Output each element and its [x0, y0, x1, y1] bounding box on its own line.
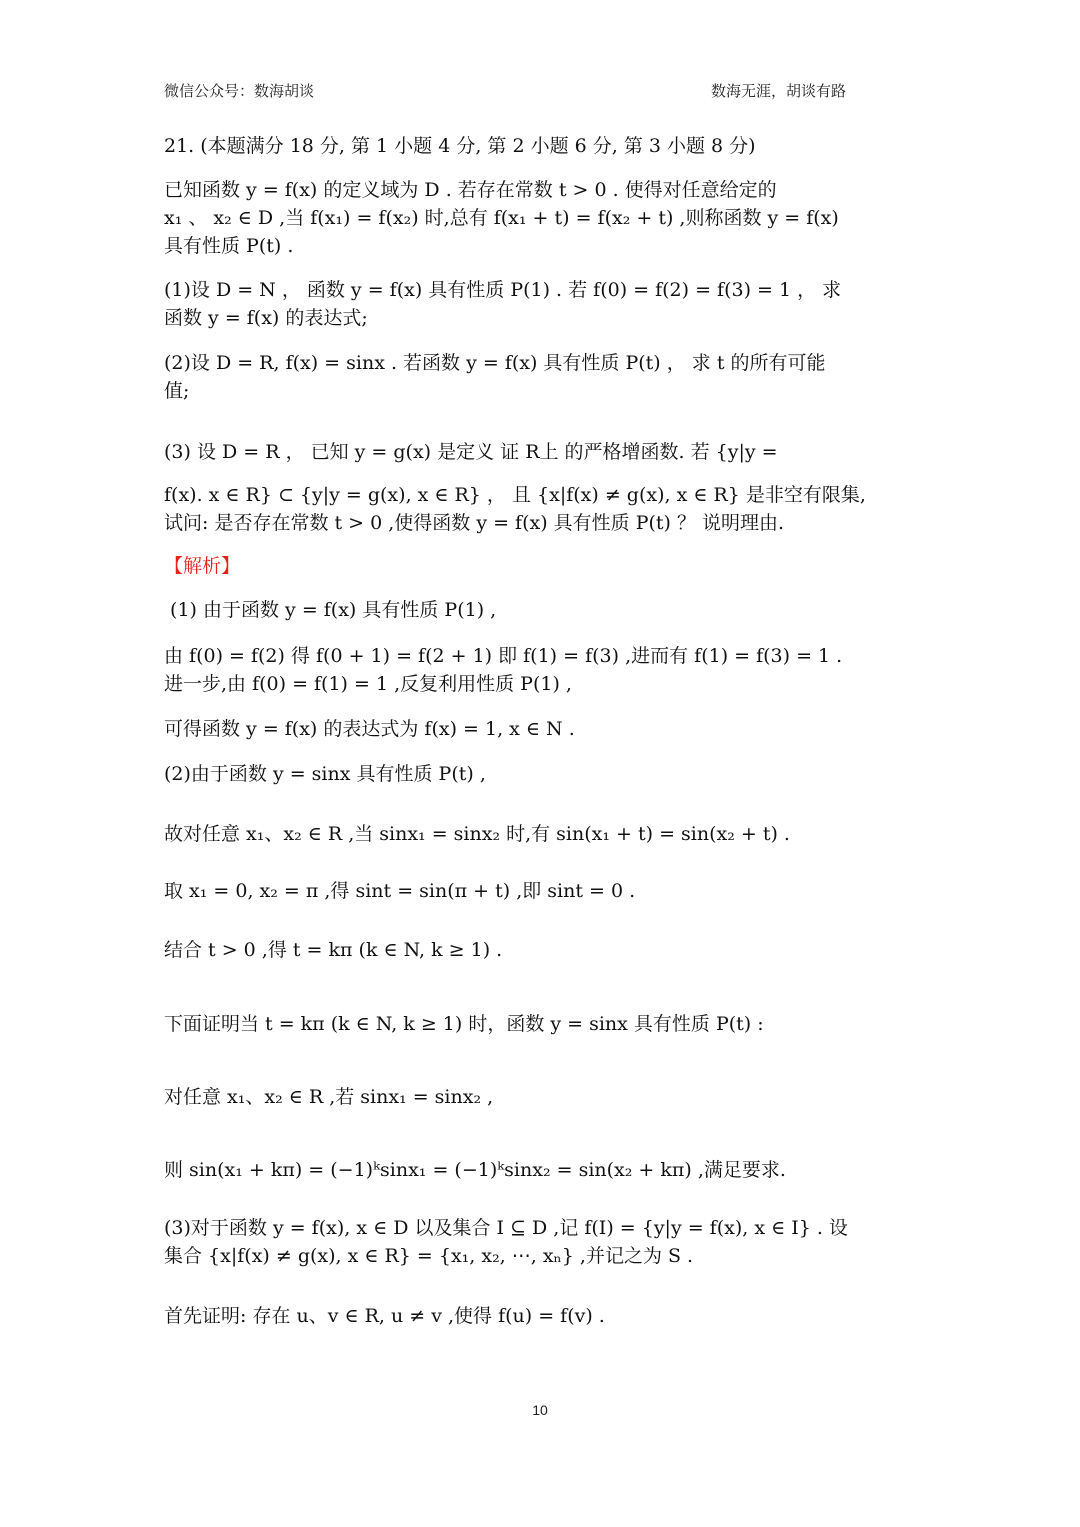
solution-step-1: (1) 由于函数 y = f(x) 具有性质 P(1) , [164, 599, 497, 621]
problem-title: 21. (本题满分 18 分, 第 1 小题 4 分, 第 2 小题 6 分, 第 3 小题 8 分) [164, 135, 756, 157]
header-left: 微信公众号：数海胡谈 [164, 82, 315, 100]
solution-step-5: 故对任意 x₁、x₂ ∈ R ,当 sinx₁ = sinx₂ 时,有 sin(x₁ + t) = sin(x₂ + t) . [164, 823, 790, 845]
question-2: (2)设 D = R, f(x) = sinx . 若函数 y = f(x) 具有性质 P(t) ， 求 t 的所有可能 值; [164, 352, 826, 402]
solution-step-12: 首先证明: 存在 u、v ∈ R, u ≠ v ,使得 f(u) = f(v) . [164, 1305, 605, 1327]
solution-step-9: 对任意 x₁、x₂ ∈ R ,若 sinx₁ = sinx₂ , [164, 1086, 494, 1108]
solution-step-10: 则 sin(x₁ + kπ) = (−1)ᵏsinx₁ = (−1)ᵏsinx₂ = sin(x₂ + kπ) ,满足要求. [164, 1159, 786, 1181]
problem-intro: 已知函数 y = f(x) 的定义域为 D . 若存在常数 t > 0 . 使得对任意给定的 x₁ 、 x₂ ∈ D ,当 f(x₁) = f(x₂) 时,总有 f(x₁ + t) = f(x₂ + t) ,则称函数 y = f(x) 具有性质 P(t) . [164, 179, 839, 257]
question-3-line-2: f(x). x ∈ R} ⊂ {y|y = g(x), x ∈ R} ， 且 {x|f(x) ≠ g(x), x ∈ R} 是非空有限集, 试问: 是否存在常数 t > 0 ,使得函数 y = f(x) 具有性质 P(t) ？ 说明理由. [164, 484, 866, 534]
question-1: (1)设 D = N ， 函数 y = f(x) 具有性质 P(1) . 若 f(0) = f(2) = f(3) = 1 ， 求 函数 y = f(x) 的表达式; [164, 279, 842, 329]
header-right: 数海无涯，胡谈有路 [711, 82, 847, 100]
solution-step-4: (2)由于函数 y = sinx 具有性质 P(t) , [164, 763, 486, 785]
solution-step-6: 取 x₁ = 0, x₂ = π ,得 sint = sin(π + t) ,即 sint = 0 . [164, 880, 636, 902]
solution-step-3: 可得函数 y = f(x) 的表达式为 f(x) = 1, x ∈ N . [164, 718, 575, 740]
solution-step-8: 下面证明当 t = kπ (k ∈ N, k ≥ 1) 时，函数 y = sinx 具有性质 P(t) : [164, 1013, 764, 1035]
question-3-line-1: (3) 设 D = R ， 已知 y = g(x) 是定义 证 R上 的严格增函数. 若 {y|y = [164, 441, 778, 463]
solution-step-7: 结合 t > 0 ,得 t = kπ (k ∈ N, k ≥ 1) . [164, 939, 503, 961]
solution-step-2: 由 f(0) = f(2) 得 f(0 + 1) = f(2 + 1) 即 f(1) = f(3) ,进而有 f(1) = f(3) = 1 . 进一步,由 f(0) = f(1) = 1 ,反复利用性质 P(1) , [164, 645, 843, 695]
solution-step-11: (3)对于函数 y = f(x), x ∈ D 以及集合 I ⊆ D ,记 f(I) = {y|y = f(x), x ∈ I} . 设 集合 {x|f(x) ≠ g(x), x ∈ R} = {x₁, x₂, ⋯, xₙ} ,并记之为 S . [164, 1217, 848, 1267]
page-number: 10 [532, 1402, 548, 1418]
solution-label: 【解析】 [164, 555, 241, 577]
